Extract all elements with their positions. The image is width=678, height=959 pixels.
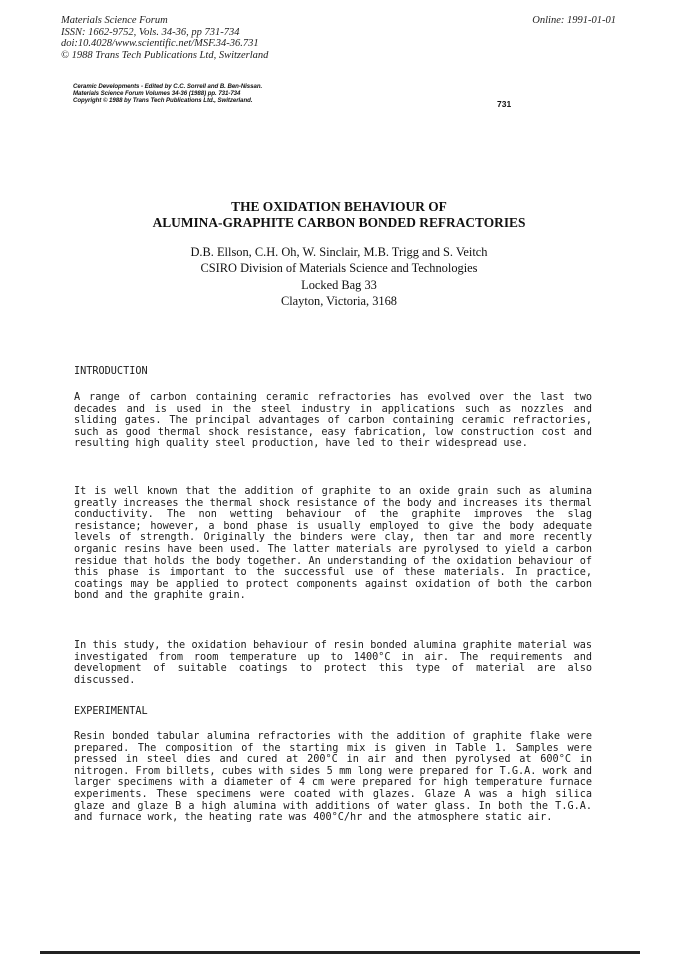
copyright-line: © 1988 Trans Tech Publications Ltd, Switzerland bbox=[61, 49, 269, 61]
issn-line: ISSN: 1662-9752, Vols. 34-36, pp 731-734 bbox=[61, 26, 240, 38]
online-date: Online: 1991-01-01 bbox=[532, 15, 616, 26]
title-line-1: THE OXIDATION BEHAVIOUR OF bbox=[231, 199, 447, 214]
original-header bbox=[73, 83, 453, 104]
original-copyright-line: Copyright © 1988 by Trans Tech Publications Ltd., Switzerland. bbox=[73, 97, 253, 104]
publication-metadata bbox=[61, 15, 481, 61]
author-block bbox=[0, 244, 678, 310]
journal-name: Materials Science Forum bbox=[61, 15, 168, 26]
author-names: D.B. Ellson, C.H. Oh, W. Sinclair, M.B. Trigg and S. Veitch bbox=[190, 245, 488, 259]
affiliation: CSIRO Division of Materials Science and Technologies bbox=[200, 261, 478, 276]
intro-paragraph-2: It is well known that the addition of graphite to an oxide grain such as alumina greatly increases the thermal shock resistance of the body and increases its thermal conductivity. The non wetting behaviour of the graphite improves the slag resistance; however, a bond phase is usually employed to give the body adequate levels of strength. Originally the binders were clay, then tar and more recently organic resins have been used. The latter materials are pyrolysed to yield a carbon residue that holds the body together. An understanding of the oxidation behaviour of this phase is important to the successful use of these materials. In practice, coatings may be applied to protect components against oxidation of both the carbon bond and the graphite grain. bbox=[74, 486, 592, 602]
title-line-2: ALUMINA-GRAPHITE CARBON BONDED REFRACTORIES bbox=[152, 215, 526, 230]
footer-rule bbox=[40, 951, 640, 954]
experimental-paragraph-1: Resin bonded tabular alumina refractories with the addition of graphite flake were prepared. The composition of the starting mix is given in Table 1. Samples were pressed in steel dies and cured at 200°C in air and then pyrolysed at 600°C in nitrogen. From billets, cubes with sides 5 mm long were prepared for T.G.A. work and larger specimens with a diameter of 4 cm were prepared for high temperature furnace experiments. These specimens were coated with glazes. Glaze A was a high silica glaze and glaze B a high alumina with additions of water glass. In both the T.G.A. and furnace work, the heating rate was 400°C/hr and the atmosphere static air. bbox=[74, 731, 592, 824]
edition-line: Ceramic Developments - Edited by C.C. Sorrell and B. Ben-Nissan. bbox=[73, 83, 263, 90]
intro-paragraph-1: A range of carbon containing ceramic refractories has evolved over the last two decades and is used in the steel industry in applications such as nozzles and sliding gates. The principal advantages of carbon containing ceramic refractories, such as good thermal shock resistance, easy fabrication, low construction cost and resulting high quality steel production, have led to their widespread use. bbox=[74, 392, 592, 450]
intro-paragraph-3: In this study, the oxidation behaviour of resin bonded alumina graphite material was investigated from room temperature up to 1400°C in air. The requirements and development of suitable coatings to protect this type of material are also discussed. bbox=[74, 640, 592, 686]
doi-link[interactable]: doi:10.4028/www.scientific.net/MSF.34-36.731 bbox=[61, 38, 259, 50]
experimental-heading: EXPERIMENTAL bbox=[74, 706, 148, 717]
address-line-1: Locked Bag 33 bbox=[301, 277, 377, 292]
paper-title bbox=[0, 199, 678, 231]
volume-line: Materials Science Forum Volumes 34-36 (1988) pp. 731-734 bbox=[73, 90, 241, 97]
address-line-2: Clayton, Victoria, 3168 bbox=[280, 294, 398, 309]
page-number: 731 bbox=[497, 99, 512, 109]
introduction-heading: INTRODUCTION bbox=[74, 366, 148, 377]
